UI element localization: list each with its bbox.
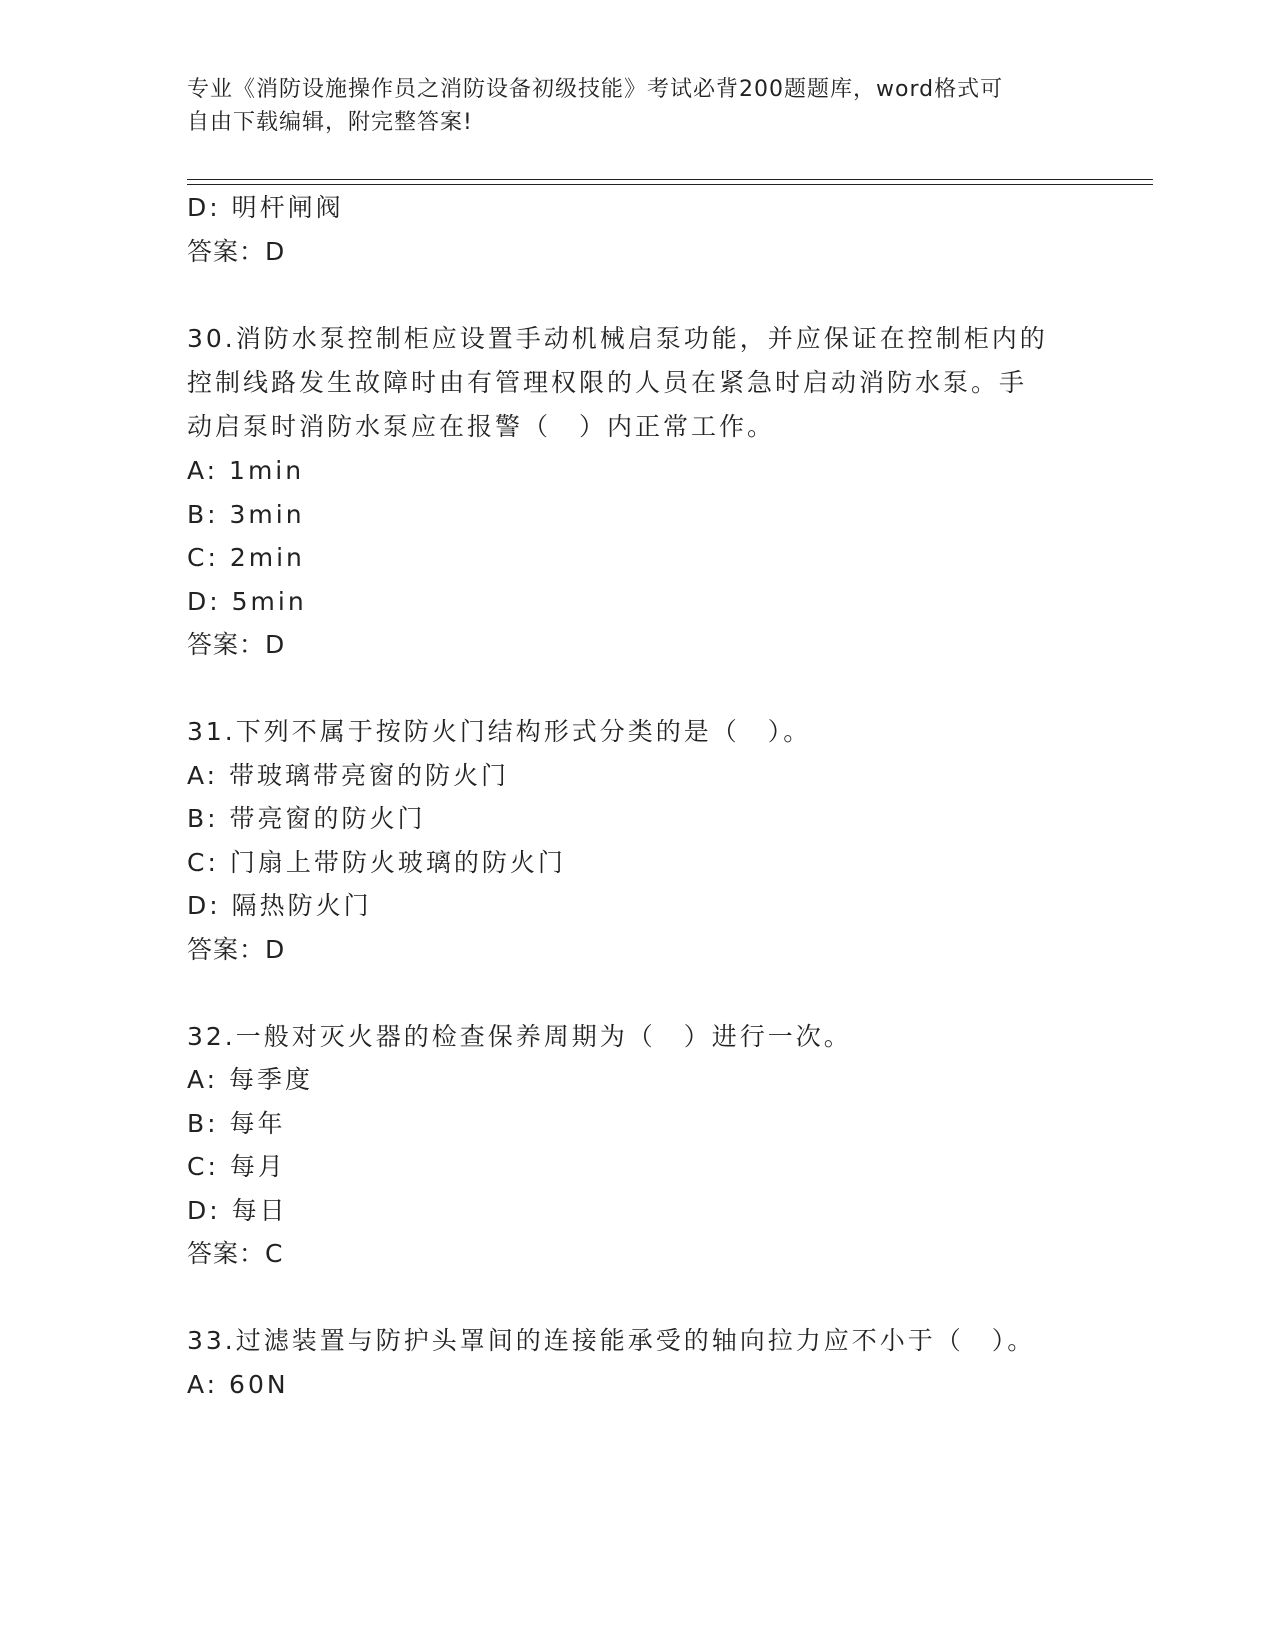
header-rule-bottom [187,184,1153,185]
q30-option-c: C: 2min [187,543,305,572]
header-rule-top [187,179,1153,180]
q33-stem: 33.过滤装置与防护头罩间的连接能承受的轴向拉力应不小于（ ）。 [187,1326,1036,1355]
q32-option-d: D: 每日 [187,1196,288,1225]
q33-option-a: A: 60N [187,1370,289,1399]
q30-stem-line-3: 动启泵时消防水泵应在报警（ ）内正常工作。 [187,412,776,441]
header-line-2: 自由下载编辑，附完整答案! [187,110,473,135]
q32-option-b: B: 每年 [187,1109,286,1138]
q32-stem: 32.一般对灭火器的检查保养周期为（ ）进行一次。 [187,1022,852,1051]
q30-stem-line-1: 30.消防水泵控制柜应设置手动机械启泵功能，并应保证在控制柜内的 [187,324,1048,353]
q31-answer: 答案：D [187,935,286,964]
q30-stem-line-2: 控制线路发生故障时由有管理权限的人员在紧急时启动消防水泵。手 [187,368,1028,397]
q30-option-a: A: 1min [187,456,305,485]
q31-option-a: A: 带玻璃带亮窗的防火门 [187,761,510,790]
document-header [187,73,1087,139]
q31-stem: 31.下列不属于按防火门结构形式分类的是（ ）。 [187,717,812,746]
q30-option-d: D: 5min [187,587,307,616]
q32-option-c: C: 每月 [187,1152,286,1181]
q31-option-b: B: 带亮窗的防火门 [187,804,426,833]
prev-option-d: D: 明杆闸阀 [187,193,344,222]
prev-answer: 答案：D [187,237,286,266]
q32-option-a: A: 每季度 [187,1065,314,1094]
q32-answer: 答案：C [187,1239,284,1268]
q30-answer: 答案：D [187,630,286,659]
q30-option-b: B: 3min [187,500,305,529]
header-line-1: 专业《消防设施操作员之消防设备初级技能》考试必背200题题库，word格式可 [187,77,1004,102]
q31-option-d: D: 隔热防火门 [187,891,372,920]
q31-option-c: C: 门扇上带防火玻璃的防火门 [187,848,566,877]
